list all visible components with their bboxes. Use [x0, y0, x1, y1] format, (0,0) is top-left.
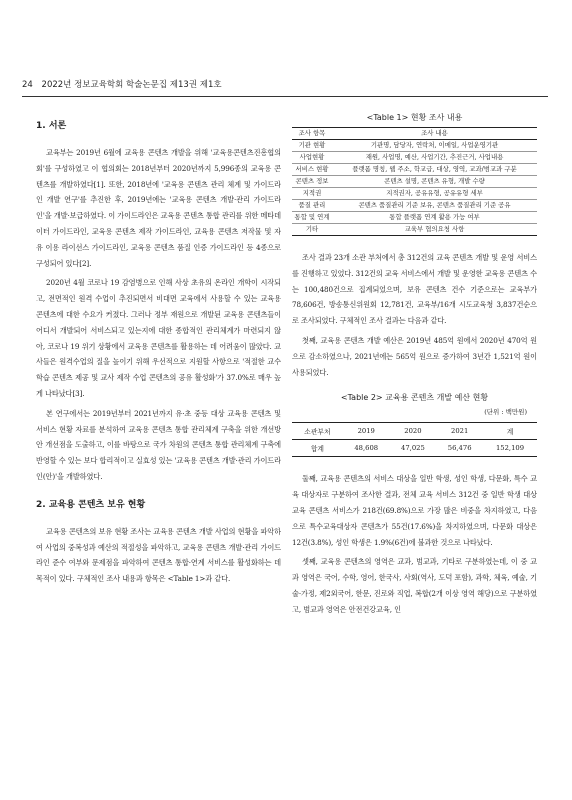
header-rule: [22, 96, 548, 97]
table1-header-item: 조사 항목: [292, 128, 332, 140]
table-cell: 서비스 현황: [292, 164, 332, 176]
table-cell: 콘텐츠 정보: [292, 176, 332, 188]
table-cell: 교육부 협의요청 사항: [332, 224, 537, 236]
page-number: 24: [22, 80, 33, 90]
table2-header: 2020: [390, 423, 437, 440]
survey-result-paragraph: 조사 결과 23개 소관 부처에서 총 312건의 교육 콘텐츠 개발 및 운영 서비스를 진행하고 있었다. 312건의 교육 서비스에서 개발 및 운영한 교육용 콘텐츠 수는 100,480건으로 집계되었으며, 보유 콘텐츠 건수 기준으로는 교육부가 78,606건, 방송통신위원회 12,781건, 교육부/16개 시도교육청 3,837건순으로 조사되었다. 구체적인 조사 결과는 다음과 같다.: [292, 253, 537, 326]
intro-paragraph-2: 2020년 4월 코로나 19 감염병으로 인해 사상 초유의 온라인 개학이 시작되고, 전면적인 원격 수업이 추진되면서 비대면 교육에서 사용할 수 있는 교육용 콘텐츠에 대한 수요가 커졌다. 그러나 정부 재원으로 개발된 교육용 콘텐츠들이 어디서 개발되어 서비스되고 있는지에 대한 종합적인 관리체계가 마련되지 않아, 코로나 19 위기 상황에서 교육용 콘텐츠를 활용하는 데 어려움이 많았다. 교사들은 원격수업의 질을 높이기 위해 우선적으로 지원할 사항으로 '적절한 교수학습 콘텐츠 제공 및 교사 제작 수업 콘텐츠의 공유 활성화'가 37.0%로 매우 높게 나타났다[3].: [36, 278, 281, 398]
table1-header-content: 조사 내용: [332, 128, 537, 140]
table2-header: 소관부처: [292, 423, 343, 440]
table-cell: 152,109: [483, 440, 537, 457]
budget-table: [292, 422, 537, 457]
table-cell: 통합 플랫폼 연계 활용 가능 여부: [332, 212, 537, 224]
table-row: [292, 200, 537, 212]
intro-paragraph-1: 교육부는 2019년 6월에 교육용 콘텐츠 개발을 위해 '교육용콘텐츠진흥협의회'를 구성하였고 이 협의회는 2018년부터 2020년까지 5,996종의 교육용 콘텐츠를 개발하였다[1]. 또한, 2018년에 '교육용 콘텐츠 관리 체계 및 가이드라인 개발 연구'를 추진한 후, 2019년에는 '교육용 콘텐츠 개발·관리 가이드라인'을 개발·보급하였다. 이 가이드라인은 교육용 콘텐츠 통합 관리를 위한 메타데이터 가이드라인, 교육용 콘텐츠 제작 가이드라인, 교육용 콘텐츠 저작물 및 자유 이용 라이선스 가이드라인, 교육용 콘텐츠 품질 인증 가이드라인 등 4종으로 구성되어 있다[2].: [36, 148, 281, 268]
table-row: [292, 224, 537, 236]
table-row: [292, 152, 537, 164]
table2-header: 계: [483, 423, 537, 440]
table-cell: 56,476: [436, 440, 483, 457]
table-row: [292, 140, 537, 152]
holdings-paragraph: 교육용 콘텐츠의 보유 현황 조사는 교육용 콘텐츠 개발 사업의 현황을 파악하여 사업의 중복성과 예산의 적절성을 파악하고, 교육용 콘텐츠 개발·관리 가이드라인 준수 여부와 문제점을 파악하여 콘텐츠 통합·연계 서비스를 활성화하는 데 목적이 있다. 구체적인 조사 내용과 항목은 <Table 1>과 같다.: [36, 526, 281, 584]
table-cell: 통합 및 연계: [292, 212, 332, 224]
table-cell: 기타: [292, 224, 332, 236]
table-cell: 기관명, 담당자, 연락처, 이메일, 사업운영기관: [332, 140, 537, 152]
budget-paragraph: 첫째, 교육용 콘텐츠 개발 예산은 2019년 485억 원에서 2020년 470억 원으로 감소하였으나, 2021년에는 565억 원으로 증가하여 3년간 1,521억 원이 사용되었다.: [292, 335, 537, 377]
table-row: [292, 440, 537, 457]
domain-paragraph: 셋째, 교육용 콘텐츠의 영역은 교과, 범교과, 기타로 구분하였는데, 이 중 교과 영역은 국어, 수학, 영어, 한국사, 사회(역사, 도덕 포함), 과학, 체육, 예술, 기술·가정, 제2외국어, 한문, 진로와 직업, 복합(2개 이상 영역 해당)으로 구분하였고, 범교과 영역은 안전건강교육, 인: [292, 557, 537, 614]
right-column: [292, 112, 537, 622]
table-cell: 플랫폼 명칭, 웹 주소, 학교급, 대상, 영역, 교과/범교과 구분: [332, 164, 537, 176]
journal-title: 2022년 정보교육학회 학술논문집 제13권 제1호: [41, 80, 222, 90]
table-row: [292, 176, 537, 188]
table1-caption: <Table 1> 현황 조사 내용: [366, 113, 463, 122]
table-cell: 재원, 사업명, 예산, 사업기간, 추진근거, 사업내용: [332, 152, 537, 164]
table-row: [292, 212, 537, 224]
intro-paragraph-3: 본 연구에서는 2019년부터 2021년까지 유·초 중등 대상 교육용 콘텐츠 및 서비스 현황 자료를 분석하여 교육용 콘텐츠 통합 관리체계 구축을 위한 개선방안 개선점을 도출하고, 이를 바탕으로 국가 차원의 콘텐츠 통합 관리체계 구축에 반영할 수 있는 보다 합리적이고 실효성 있는 '교육용 콘텐츠 개발·관리 가이드라인(안)'을 개발하였다.: [36, 408, 281, 481]
running-header: [22, 78, 228, 90]
table-cell: 기관 현황: [292, 140, 332, 152]
table2-unit: (단위 : 백만원): [484, 408, 527, 417]
table-cell: 품질 관리: [292, 200, 332, 212]
table2-caption: <Table 2> 교육용 콘텐츠 개발 예산 현황: [340, 393, 489, 403]
table-cell: 콘텐츠 설명, 콘텐츠 유형, 개발 수량: [332, 176, 537, 188]
section-2-title: 2. 교육용 콘텐츠 보유 현황: [36, 499, 146, 510]
left-column: [36, 112, 281, 591]
table-row: [292, 188, 537, 200]
section-1-title: 1. 서론: [36, 121, 67, 131]
table-row: [292, 164, 537, 176]
table-cell: 48,608: [343, 440, 390, 457]
table-cell: 47,025: [390, 440, 437, 457]
table-cell: 합계: [292, 440, 343, 457]
table-cell: 지적권자, 공유유형, 공유유형 세부: [332, 188, 537, 200]
table-cell: 지적권: [292, 188, 332, 200]
table-cell: 콘텐츠 품질관리 기준 보유, 콘텐츠 품질관리 기준 공유: [332, 200, 537, 212]
table2-header: 2019: [343, 423, 390, 440]
target-paragraph: 둘째, 교육용 콘텐츠의 서비스 대상을 일반 학생, 성인 학생, 다문화, 특수 교육 대상자로 구분하여 조사한 결과, 전체 교육 서비스 312건 중 일반 학생 대상 교육 콘텐츠 서비스가 218건(69.8%)으로 가장 많은 비중을 차지하였고, 다음으로 특수교육대상자 콘텐츠가 55건(17.6%)을 차지하였으며, 다문화 대상은 12건(3.8%), 성인 학생은 1.9%(6건)에 불과한 것으로 나타났다.: [292, 474, 537, 547]
survey-items-table: [292, 127, 537, 236]
table-cell: 사업현황: [292, 152, 332, 164]
table2-header: 2021: [436, 423, 483, 440]
